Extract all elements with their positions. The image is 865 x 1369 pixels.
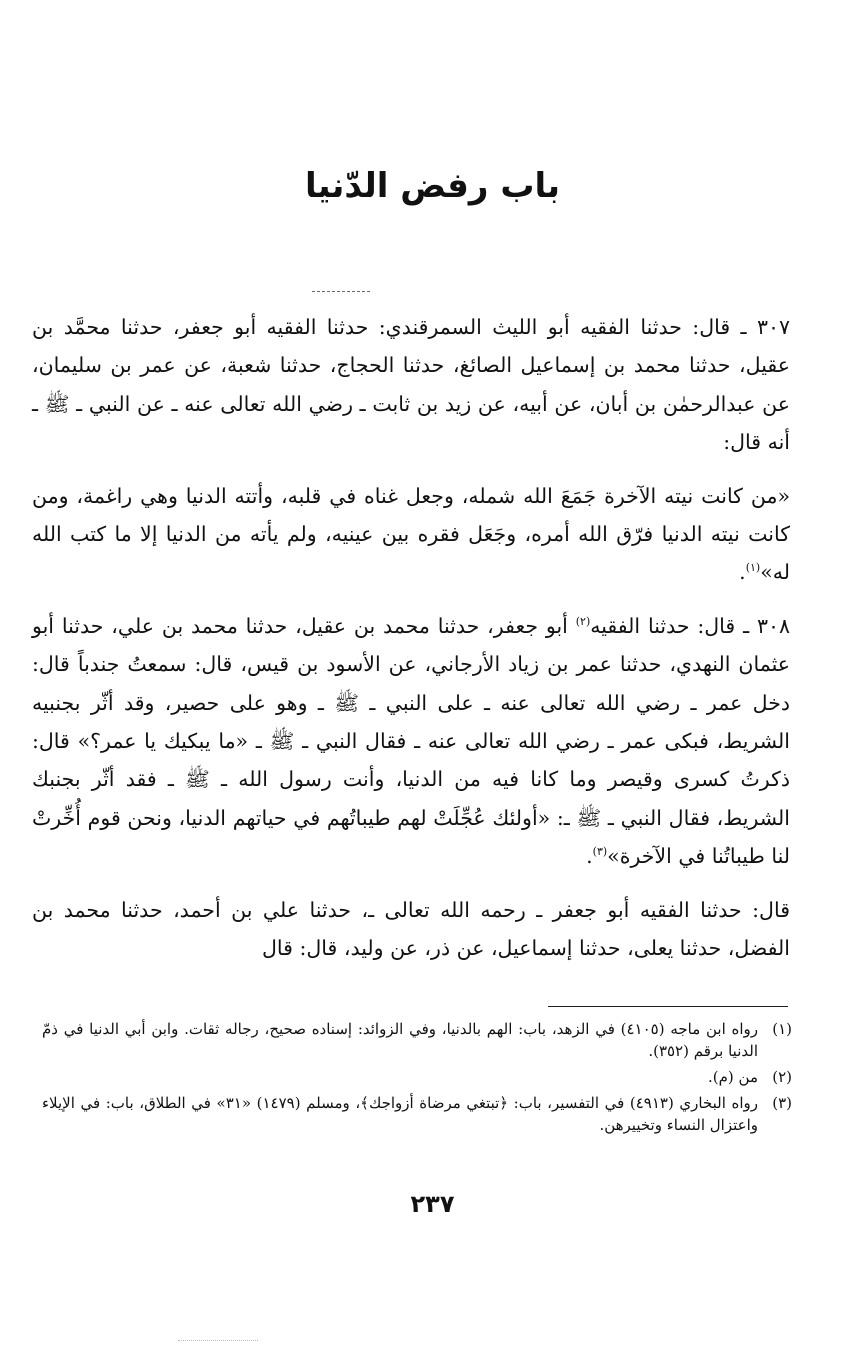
- hadith-307-matn-text: «من كانت نيته الآخرة جَمَعَ الله شمله، وجعل غناه في قلبه، وأتته الدنيا وهي راغمة، ومن كانت نيته الدنيا فرّق الله أمره، وجَعَل فقره بين عينيه، ولم يأته من الدنيا إلا ما كتب الله له»: [32, 483, 790, 585]
- hadith-307-isnad-text: ٣٠٧ ـ قال: حدثنا الفقيه أبو الليث السمرقندي: حدثنا الفقيه أبو جعفر، حدثنا محمَّد بن عقيل، حدثنا محمد بن إسماعيل الصائغ، حدثنا الحجاج، حدثنا شعبة، عن عمر بن سليمان، عن عبدالرحمٰن بن أبان، عن أبيه، عن زيد بن ثابت ـ رضي الله تعالى عنه ـ عن النبي ـ ﷺ ـ أنه قال:: [32, 315, 790, 455]
- footnote-1: [42, 1018, 792, 1062]
- hadith-307-end: .: [739, 560, 746, 585]
- hadith-308: [32, 607, 790, 876]
- footnote-1-text: رواه ابن ماجه (٤١٠٥) في الزهد، باب: الهم بالدنيا، وفي الزوائد: إسناده صحيح، رجاله ثقات. وابن أبي الدنيا في ذمّ الدنيا برقم (٣٥٢).: [42, 1020, 758, 1060]
- hadith-307-matn: [32, 477, 790, 592]
- footnotes: [42, 1018, 792, 1140]
- page-number: ٢٣٧: [410, 1190, 455, 1218]
- main-text: [32, 308, 790, 968]
- footnote-3-number: (٣): [772, 1094, 792, 1112]
- hadith-next-isnad: [32, 891, 790, 968]
- scan-artifact: [178, 1340, 258, 1341]
- hadith-308-text-b: أبو جعفر، حدثنا محمد بن عقيل، حدثنا محمد بن علي، حدثنا أبو عثمان النهدي، حدثنا عمر بن زياد الأرجاني، عن الأسود بن قيس، قال: سمعتُ جندباً قال: دخل عمر ـ رضي الله تعالى عنه ـ على النبي ـ ﷺ ـ وهو على حصير، وقد أثّر بجنبيه الشريط، فبكى عمر ـ رضي الله تعالى عنه ـ فقال النبي ـ ﷺ ـ «ما يبكيك يا عمر؟» قال: ذكرتُ كسرى وقيصر وما كانا فيه من الدنيا، وأنت رسول الله ـ ﷺ ـ فقد أثّر بجنبك الشريط، فقال النبي ـ ﷺ ـ: «أولئك عُجِّلَتْ لهم طيباتُهم في حياتهم الدنيا، ونحن قوم أُخِّرتْ لنا طيباتُنا في الآخرة»: [32, 613, 790, 869]
- footnote-3: [42, 1092, 792, 1136]
- footnote-separator: [548, 1006, 788, 1007]
- footnote-2-text: من (م).: [708, 1068, 758, 1086]
- chapter-title: باب رفض الدّنيا: [304, 166, 561, 206]
- hadith-307-isnad: [32, 308, 790, 462]
- footnote-ref-3: (٣): [592, 845, 608, 859]
- footnote-2-number: (٢): [772, 1068, 792, 1086]
- hadith-next-isnad-text: قال: حدثنا الفقيه أبو جعفر ـ رحمه الله تعالى ـ، حدثنا علي بن أحمد، حدثنا محمد بن الفضل، حدثنا يعلى، حدثنا إسماعيل، عن ذر، عن وليد، قال: قال: [32, 897, 790, 961]
- footnote-2: [42, 1066, 792, 1088]
- footnote-ref-2: (٢): [575, 615, 591, 629]
- hadith-308-end: .: [586, 844, 593, 869]
- footnote-ref-1: (١): [745, 561, 761, 575]
- footnote-1-number: (١): [772, 1020, 792, 1038]
- hadith-308-text-a: ٣٠٨ ـ قال: حدثنا الفقيه: [590, 613, 790, 638]
- footnote-3-text: رواه البخاري (٤٩١٣) في التفسير، باب: ﴿تبتغي مرضاة أزواجك﴾، ومسلم (١٤٧٩) «٣١» في الطلاق، باب: في الإيلاء واعتزال النساء وتخييرهن.: [42, 1094, 758, 1134]
- title-ornament-divider: [312, 291, 370, 292]
